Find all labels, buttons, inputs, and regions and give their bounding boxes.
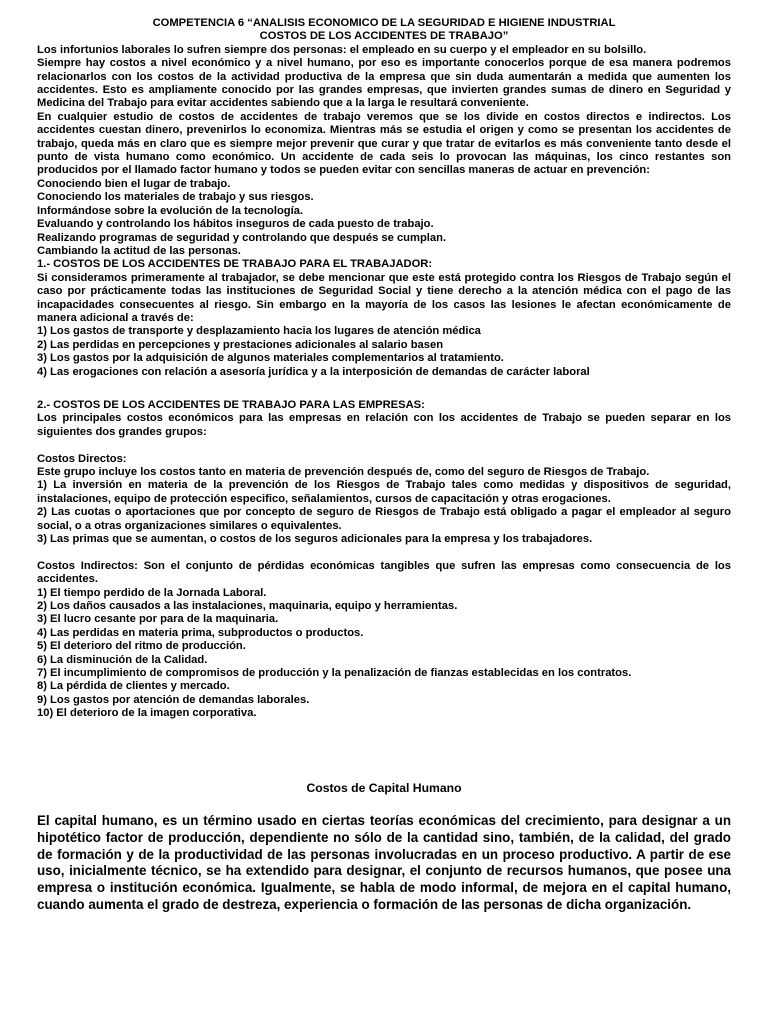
list-item: 9) Los gastos por atención de demandas laborales.: [37, 693, 310, 706]
list-item: 1) La inversión en materia de la prevención de los Riesgos de Trabajo tales como medidas y dispositivos de seguridad, instalaciones, equipo de protección especifico, señalamientos, cursos de capacitación y otras erogaciones.: [37, 479, 731, 505]
direct-costs-heading: Costos Directos:: [37, 452, 127, 465]
document-title: [37, 17, 731, 44]
indirect-costs-paragraph: Costos Indirectos: Son el conjunto de pérdidas económicas tangibles que sufren las empresas como consecuencia de los accidentes.: [37, 559, 731, 586]
list-item: 2) Las cuotas o aportaciones que por concepto de seguro de Riesgos de Trabajo está obligado a pagar el empleador al seguro social, o a otras organizaciones similares o equivalentes.: [37, 506, 731, 532]
indirect-costs-list: [37, 587, 731, 721]
intro-paragraph-1: Los infortunios laborales lo sufren siempre dos personas: el empleado en su cuerpo y el empleador en su bolsillo.: [37, 43, 647, 56]
list-item: 4) Las perdidas en materia prima, subproductos o productos.: [37, 626, 364, 639]
list-item: Informándose sobre la evolución de la tecnología.: [37, 204, 304, 217]
section-1-paragraph: Si consideramos primeramente al trabajador, se debe mencionar que este está protegido contra los Riesgos de Trabajo según el caso por prácticamente todas las instituciones de Seguridad Social y tiene derecho a la atención médica con el pago de las incapacidades consecuentes al riesgo. Sin embargo en la mayoría de los casos las lesiones le afectan económicamente de manera adicional a través de:: [37, 271, 731, 324]
prevention-list: [37, 178, 731, 258]
human-capital-paragraph: El capital humano, es un término usado en ciertas teorías económicas del crecimiento, para designar a un hipotético factor de producción, dependiente no sólo de la cantidad sino, también, de la calidad, del grado de formación y de la productividad de las personas involucradas en un proceso productivo. A partir de ese uso, inicialmente técnico, se ha extendido para designar, el conjunto de recursos humanos, que posee una empresa o institución económica. Igualmente, se habla de modo informal, de mejora en el capital humano, cuando aumenta el grado de destreza, experiencia o formación de las personas de dicha organización.: [37, 812, 731, 913]
title-line-1: COMPETENCIA 6 “ANALISIS ECONOMICO DE LA SEGURIDAD E HIGIENE INDUSTRIAL: [152, 17, 616, 29]
worker-costs-list: [37, 325, 731, 379]
direct-costs-list: [37, 479, 731, 546]
list-item: Evaluando y controlando los hábitos inseguros de cada puesto de trabajo.: [37, 218, 434, 231]
section-2-paragraph: Los principales costos económicos para las empresas en relación con los accidentes de Trabajo se pueden separar en los siguientes dos grandes grupos:: [37, 412, 731, 438]
list-item: 5) El deterioro del ritmo de producción.: [37, 640, 246, 653]
list-item: Conociendo bien el lugar de trabajo.: [37, 177, 231, 190]
list-item: 6) La disminución de la Calidad.: [37, 653, 208, 666]
list-item: 10) El deterioro de la imagen corporativa.: [37, 707, 257, 720]
list-item: 3) Las primas que se aumentan, o costos de los seguros adicionales para la empresa y los trabajadores.: [37, 533, 593, 546]
list-item: 2) Los daños causados a las instalaciones, maquinaria, equipo y herramientas.: [37, 600, 458, 613]
title-line-2: COSTOS DE LOS ACCIDENTES DE TRABAJO”: [259, 30, 509, 43]
list-item: 7) El incumplimiento de compromisos de producción y la penalización de fianzas establecidas en los contratos.: [37, 667, 632, 680]
list-item: 2) Las perdidas en percepciones y prestaciones adicionales al salario basen: [37, 338, 444, 351]
list-item: Cambiando la actitud de las personas.: [37, 244, 241, 257]
human-capital-heading: Costos de Capital Humano: [306, 780, 462, 795]
spacer: [37, 379, 731, 399]
list-item: 3) Los gastos por la adquisición de algunos materiales complementarios al tratamiento.: [37, 352, 504, 365]
list-item: 1) Los gastos de transporte y desplazamiento hacia los lugares de atención médica: [37, 325, 481, 338]
intro-paragraph-3: En cualquier estudio de costos de accidentes de trabajo veremos que se los divide en costos directos e indirectos. Los accidentes cuestan dinero, prevenirlos lo economiza. Mientras más se estudia el origen y como se presentan los accidentes de trabajo, queda más en claro que es siempre mejor prevenir que curar y que tratar de evitarlos es más conveniente tanto desde el punto de vista humano como económico. Un accidente de cada seis lo provocan las máquinas, los cinco restantes son producidos por el llamado factor humano y todos se pueden evitar con sencillas maneras de actuar en prevención:: [37, 110, 731, 177]
intro-section: [37, 44, 731, 721]
section-1-heading: 1.- COSTOS DE LOS ACCIDENTES DE TRABAJO PARA EL TRABAJADOR:: [37, 258, 433, 271]
list-item: 1) El tiempo perdido de la Jornada Laboral.: [37, 586, 267, 599]
section-2-heading: 2.- COSTOS DE LOS ACCIDENTES DE TRABAJO PARA LAS EMPRESAS:: [37, 398, 425, 411]
spacer: [37, 546, 731, 559]
list-item: 8) La pérdida de clientes y mercado.: [37, 680, 230, 693]
spacer: [37, 439, 731, 452]
list-item: 3) El lucro cesante por para de la maquinaria.: [37, 613, 279, 626]
list-item: Conociendo los materiales de trabajo y sus riesgos.: [37, 191, 314, 204]
intro-paragraph-2: Siempre hay costos a nivel económico y a nivel humano, por eso es importante conocerlos porque de esa manera podremos relacionarlos con los costos de la actividad productiva de la empresa que sin duda aumentarán a medida que aumenten los accidentes. Esto es ampliamente conocido por las grandes empresas, que invierten grandes sumas de dinero en Seguridad y Medicina del Trabajo para evitar accidentes sabiendo que a la larga le resultará conveniente.: [37, 57, 731, 110]
list-item: 4) Las erogaciones con relación a asesoría jurídica y a la interposición de demandas de carácter laboral: [37, 365, 590, 378]
list-item: Realizando programas de seguridad y controlando que después se cumplan.: [37, 231, 447, 244]
direct-costs-paragraph: Este grupo incluye los costos tanto en materia de prevención después de, como del seguro de Riesgos de Trabajo.: [37, 465, 650, 478]
